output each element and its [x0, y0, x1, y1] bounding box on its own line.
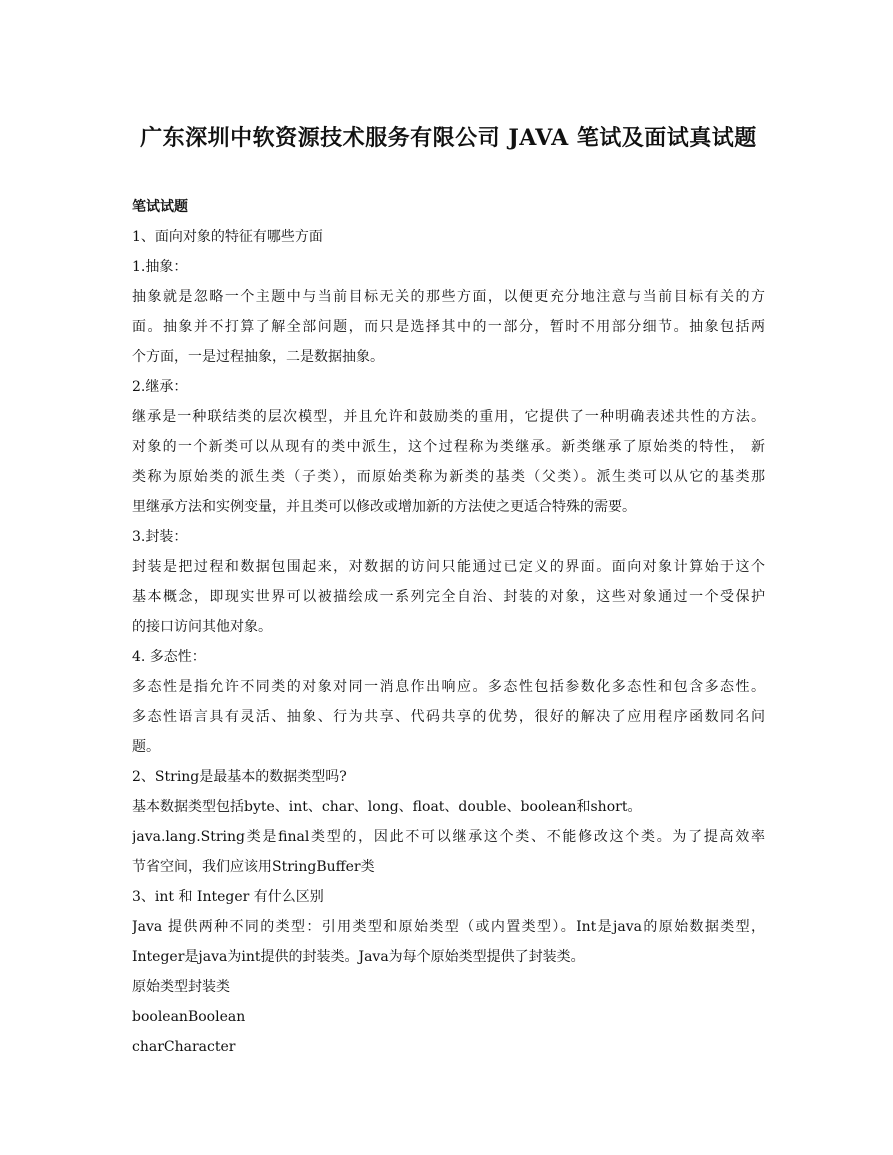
text-line: 抽象就是忽略一个主题中与当前目标无关的那些方面，以便更充分地注意与当前目标有关的方: [132, 289, 765, 305]
text-line: 4. 多态性：: [132, 649, 206, 665]
text-line: java.lang.String类是final类型的，因此不可以继承这个类、不能修改这个类。为了提高效率: [132, 829, 765, 845]
text-line: 2、String是最基本的数据类型吗?: [132, 769, 347, 785]
text-line: 继承是一种联结类的层次模型，并且允许和鼓励类的重用，它提供了一种明确表述共性的方法。: [132, 409, 765, 425]
text-line: 封装是把过程和数据包围起来，对数据的访问只能通过已定义的界面。面向对象计算始于这个: [132, 559, 765, 575]
text-line: Integer是java为int提供的封装类。Java为每个原始类型提供了封装类。: [132, 949, 585, 965]
document-title: 广东深圳中软资源技术服务有限公司 JAVA 笔试及面试真试题: [140, 125, 757, 151]
text-line: 题。: [132, 739, 160, 755]
text-line: 3.封装：: [132, 529, 188, 545]
text-line: 多态性语言具有灵活、抽象、行为共享、代码共享的优势，很好的解决了应用程序函数同名问: [132, 709, 765, 725]
text-line: 1、面向对象的特征有哪些方面: [132, 229, 323, 245]
document-body: [132, 222, 765, 1062]
text-line: Java 提供两种不同的类型：引用类型和原始类型（或内置类型）。Int是java的原始数据类型，: [132, 919, 765, 935]
text-line: 3、int 和 Integer 有什么区别: [132, 889, 324, 905]
text-line: 个方面，一是过程抽象，二是数据抽象。: [132, 349, 384, 365]
text-line: 类称为原始类的派生类（子类），而原始类称为新类的基类（父类）。派生类可以从它的基类那: [132, 469, 765, 485]
section-heading: 笔试试题: [132, 199, 188, 215]
text-line: charCharacter: [132, 1039, 236, 1055]
text-line: 原始类型封装类: [132, 979, 230, 995]
text-line: booleanBoolean: [132, 1009, 246, 1025]
text-line: 多态性是指允许不同类的对象对同一消息作出响应。多态性包括参数化多态性和包含多态性。: [132, 679, 765, 695]
text-line: 里继承方法和实例变量，并且类可以修改或增加新的方法使之更适合特殊的需要。: [132, 499, 636, 515]
text-line: 的接口访问其他对象。: [132, 619, 272, 635]
text-line: 基本数据类型包括byte、int、char、long、float、double、boolean和short。: [132, 799, 642, 815]
text-line: 面。抽象并不打算了解全部问题，而只是选择其中的一部分，暂时不用部分细节。抽象包括两: [132, 319, 765, 335]
text-line: 2.继承：: [132, 379, 188, 395]
text-line: 对象的一个新类可以从现有的类中派生，这个过程称为类继承。新类继承了原始类的特性， 新: [132, 439, 765, 455]
text-line: 1.抽象：: [132, 259, 188, 275]
text-line: 节省空间，我们应该用StringBuffer类: [132, 859, 375, 875]
text-line: 基本概念，即现实世界可以被描绘成一系列完全自治、封装的对象，这些对象通过一个受保护: [132, 589, 765, 605]
